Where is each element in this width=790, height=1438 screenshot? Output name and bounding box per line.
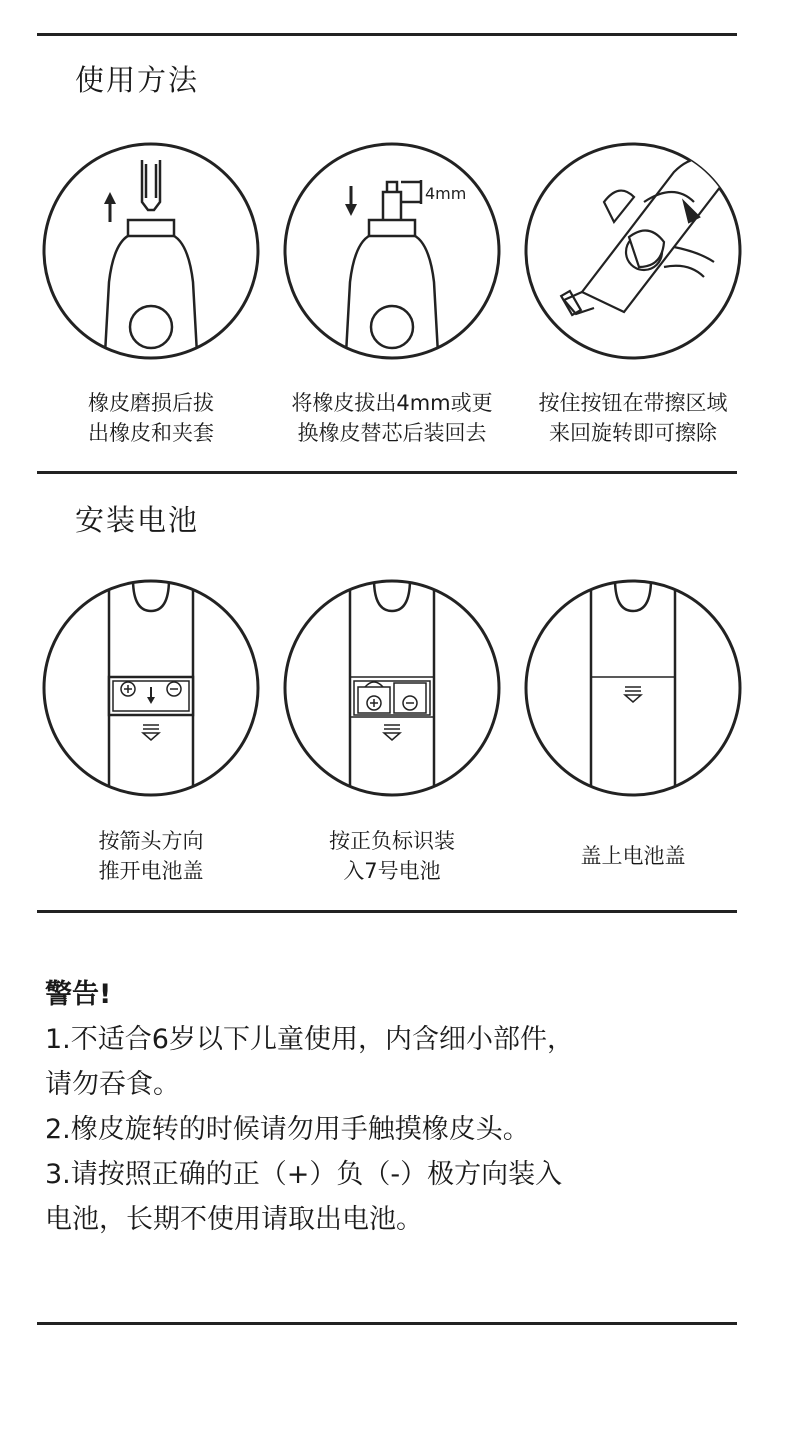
battery-step1-caption: 按箭头方向 推开电池盖 (98, 829, 204, 883)
usage-step2-illustration (283, 142, 501, 360)
measure-label: 4mm (425, 184, 467, 203)
battery-step1-illustration (42, 579, 260, 797)
battery-step2-caption: 按正负标识装 入7号电池 (329, 829, 455, 883)
warning-line: 2.橡皮旋转的时候请勿用手触摸橡皮头。 (45, 1114, 530, 1145)
battery-title: 安装电池 (75, 503, 200, 537)
usage-step3-caption: 按住按钮在带擦区域 来回旋转即可擦除 (538, 391, 728, 445)
battery-step3-caption: 盖上电池盖 (580, 844, 686, 868)
warning-line: 请勿吞食。 (45, 1069, 180, 1100)
warning-line: 1.不适合6岁以下儿童使用，内含细小部件， (45, 1024, 574, 1055)
usage-title: 使用方法 (75, 63, 200, 97)
warning-block (45, 972, 745, 1242)
divider-usage-bottom (37, 471, 737, 474)
usage-step3-illustration (524, 142, 742, 360)
usage-step1-illustration (42, 142, 260, 360)
divider-battery-bottom (37, 910, 737, 913)
divider-warning-bottom (37, 1322, 737, 1325)
divider-top (37, 33, 737, 36)
battery-step2-illustration (283, 579, 501, 797)
usage-step1-caption: 橡皮磨损后拔 出橡皮和夹套 (88, 391, 214, 445)
warning-line: 电池，长期不使用请取出电池。 (45, 1204, 423, 1235)
warning-line: 3.请按照正确的正（+）负（-）极方向装入 (45, 1159, 563, 1190)
usage-step2-caption: 将橡皮拔出4mm或更 换橡皮替芯后装回去 (291, 391, 493, 445)
warning-heading: 警告! (45, 979, 112, 1010)
battery-step3-illustration (524, 579, 742, 797)
